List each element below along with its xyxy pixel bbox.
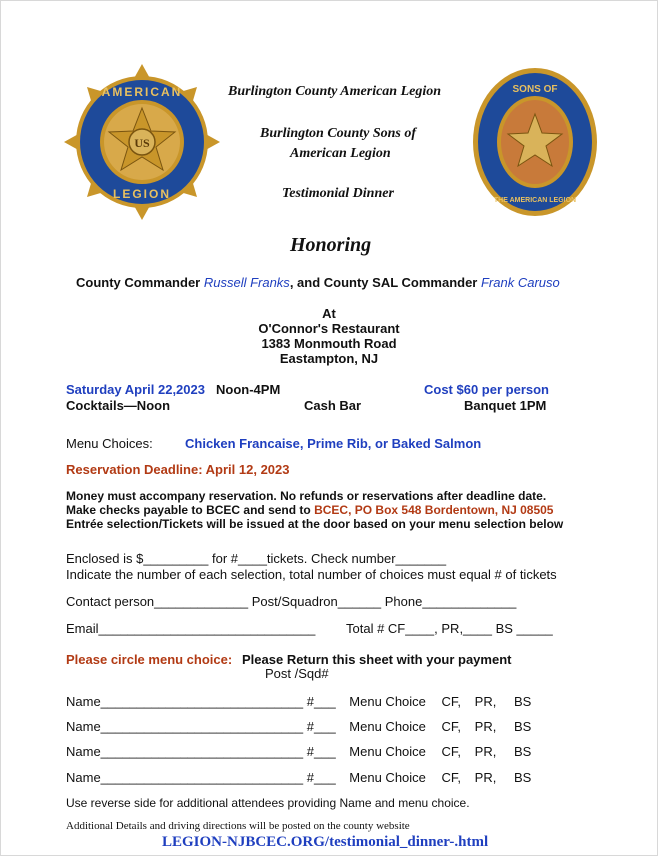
event-cash-bar: Cash Bar: [304, 398, 362, 413]
emblem-top-text: AMERICAN: [101, 85, 183, 99]
header-line4: Testimonial Dinner: [282, 186, 394, 201]
email-field[interactable]: Email______________________________: [66, 621, 316, 636]
choice-pr[interactable]: PR,: [474, 719, 497, 734]
attendee-row[interactable]: [66, 694, 531, 709]
indicate-note: Indicate the number of each selection, total number of choices must equal # of tickets: [66, 567, 557, 582]
choice-pr[interactable]: PR,: [474, 694, 497, 709]
attendee-number-field[interactable]: #___: [306, 744, 336, 759]
attendee-name-field[interactable]: Name____________________________: [66, 770, 304, 785]
venue-name: O'Connor's Restaurant: [258, 321, 400, 336]
choice-cf[interactable]: CF,: [441, 694, 462, 709]
event-banquet: Banquet 1PM: [464, 398, 547, 413]
attendee-name-field[interactable]: Name____________________________: [66, 694, 304, 709]
notice-line1: Money must accompany reservation. No refunds or reservations after deadline date.: [66, 489, 547, 503]
menu-choices: Chicken Francaise, Prime Rib, or Baked Salmon: [185, 436, 482, 451]
event-time: Noon-4PM: [216, 382, 281, 397]
choice-bs[interactable]: BS: [513, 744, 532, 759]
emblem-bottom-text: THE AMERICAN LEGION: [493, 197, 577, 204]
total-field[interactable]: Total # CF____, PR,____ BS _____: [346, 621, 553, 636]
event-date: Saturday April 22,2023: [66, 382, 205, 397]
menu-choice-label: Menu Choice: [349, 694, 426, 709]
emblem-bottom-text: LEGION: [112, 187, 172, 201]
reservation-deadline: Reservation Deadline: April 12, 2023: [66, 462, 290, 477]
choice-pr[interactable]: PR,: [474, 770, 497, 785]
honorees-middle: , and County SAL Commander: [289, 275, 481, 290]
circle-menu-label: Please circle menu choice:: [66, 652, 233, 667]
venue-city: Eastampton, NJ: [279, 351, 379, 366]
american-legion-emblem-icon: [64, 62, 220, 222]
sons-of-the-american-legion-emblem-icon: [470, 64, 600, 220]
choice-bs[interactable]: BS: [513, 719, 532, 734]
header-line3: American Legion: [290, 146, 391, 161]
honorees-prefix: County Commander: [76, 275, 204, 290]
attendee-row[interactable]: [66, 719, 531, 734]
event-cocktails: Cocktails—Noon: [66, 398, 171, 413]
menu-label: Menu Choices:: [66, 436, 153, 451]
event-cost: Cost $60 per person: [424, 382, 549, 397]
notice-line3: Entrée selection/Tickets will be issued at the door based on your menu selection below: [66, 517, 564, 531]
return-note: Please Return this sheet with your payment: [242, 652, 512, 667]
attendee-row[interactable]: [66, 744, 531, 759]
emblem-center-text: US: [134, 136, 150, 150]
honoree-1: Russell Franks: [203, 275, 290, 290]
menu-choice-label: Menu Choice: [349, 770, 426, 785]
notice-line2-prefix: Make checks payable to BCEC and send to: [66, 503, 315, 517]
honorees-line: [76, 275, 560, 290]
choice-bs[interactable]: BS: [513, 694, 532, 709]
attendee-number-field[interactable]: #___: [306, 770, 336, 785]
mailing-address: BCEC, PO Box 548 Bordentown, NJ 08505: [314, 503, 554, 517]
post-sqd-label: Post /Sqd#: [265, 666, 329, 681]
choice-cf[interactable]: CF,: [441, 744, 462, 759]
footer-details: Additional Details and driving directions will be posted on the county website: [66, 820, 410, 832]
honoree-2: Frank Caruso: [480, 275, 560, 290]
venue-at: At: [322, 306, 336, 321]
enclosed-field[interactable]: Enclosed is $_________ for #____tickets. Check number_______: [66, 551, 447, 566]
choice-cf[interactable]: CF,: [441, 719, 462, 734]
header-line1: Burlington County American Legion: [228, 84, 442, 99]
contact-field[interactable]: Contact person_____________ Post/Squadron______ Phone_____________: [66, 594, 517, 609]
emblem-top-text: SONS OF: [512, 84, 558, 95]
notice-line2: [66, 503, 553, 517]
choice-pr[interactable]: PR,: [474, 744, 497, 759]
reverse-side-note: Use reverse side for additional attendees providing Name and menu choice.: [66, 796, 470, 810]
attendee-name-field[interactable]: Name____________________________: [66, 744, 304, 759]
attendee-name-field[interactable]: Name____________________________: [66, 719, 304, 734]
header-line2: Burlington County Sons of: [260, 126, 417, 141]
attendee-number-field[interactable]: #___: [306, 719, 336, 734]
menu-choice-label: Menu Choice: [349, 719, 426, 734]
honoring-title: Honoring: [290, 234, 372, 256]
attendee-row[interactable]: [66, 770, 531, 785]
menu-choice-label: Menu Choice: [349, 744, 426, 759]
venue-address: 1383 Monmouth Road: [261, 336, 397, 351]
attendee-number-field[interactable]: #___: [306, 694, 336, 709]
website-link[interactable]: LEGION-NJBCEC.ORG/testimonial_dinner-.html: [162, 834, 489, 850]
choice-bs[interactable]: BS: [513, 770, 532, 785]
choice-cf[interactable]: CF,: [441, 770, 462, 785]
